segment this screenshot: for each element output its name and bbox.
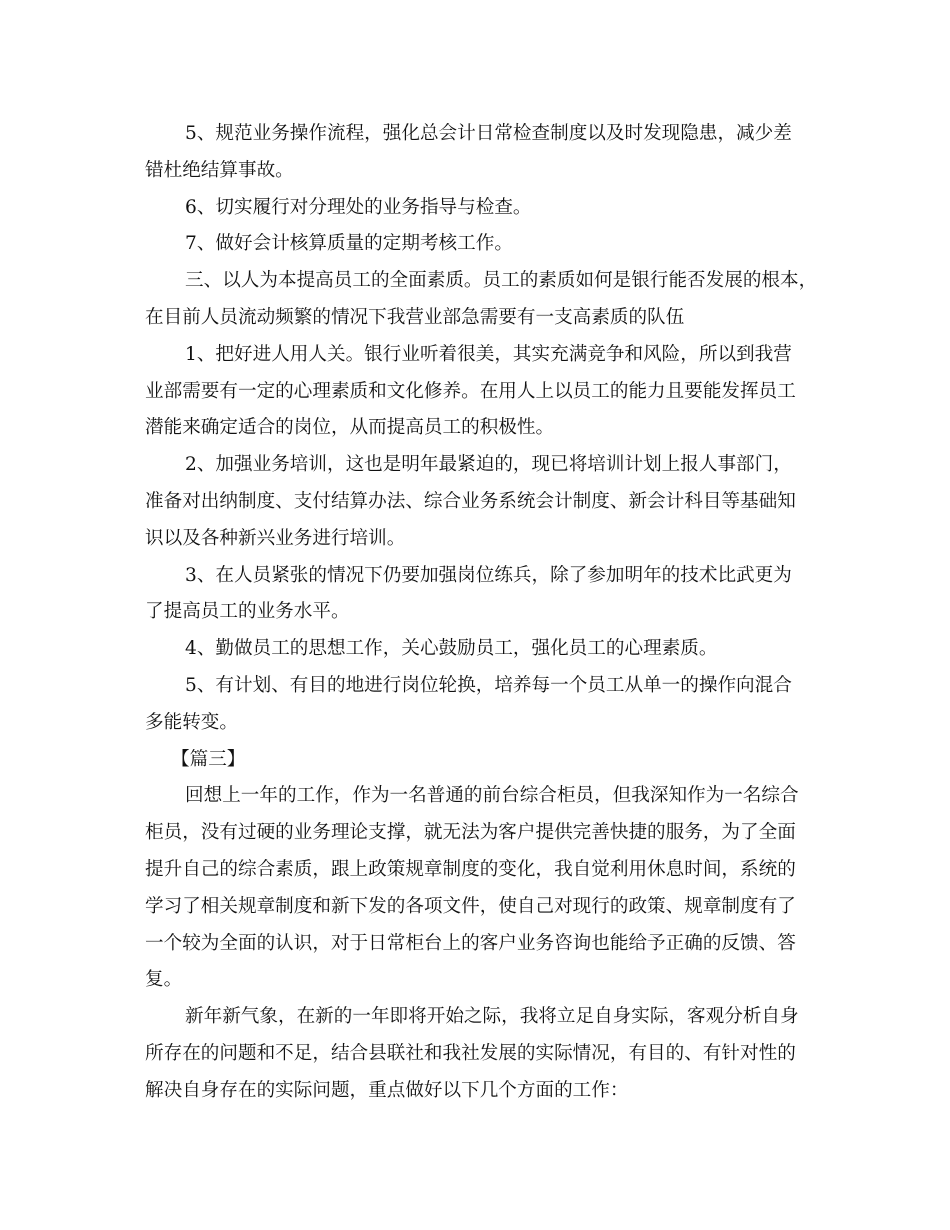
text-line: 提升自己的综合素质，跟上政策规章制度的变化，我自觉利用休息时间，系统的 — [145, 858, 796, 880]
text-line: 5、有计划、有目的地进行岗位轮换，培养每一个员工从单一的操作向混合 — [185, 674, 792, 696]
paragraph-staff-item-4 — [145, 631, 809, 668]
text-line: 解决自身存在的实际问题，重点做好以下几个方面的工作： — [145, 1079, 629, 1101]
text-line: 所存在的问题和不足，结合县联社和我社发展的实际情况，有目的、有针对性的 — [145, 1042, 796, 1064]
text-line: 业部需要有一定的心理素质和文化修养。在用人上以员工的能力且要能发挥员工 — [145, 380, 796, 402]
text-line: 错杜绝结算事故。 — [145, 159, 294, 181]
paragraph-accounting-item-6 — [145, 190, 809, 227]
text-line: 新年新气象，在新的一年即将开始之际，我将立足自身实际，客观分析自身 — [185, 1006, 799, 1028]
text-line: 7、做好会计核算质量的定期考核工作。 — [185, 233, 513, 255]
text-line: 4、勤做员工的思想工作，关心鼓励员工，强化员工的心理素质。 — [185, 638, 718, 660]
section-heading: 【篇三】 — [171, 748, 246, 770]
text-line: 多能转变。 — [145, 711, 238, 733]
text-line: 了提高员工的业务水平。 — [145, 601, 350, 623]
text-line: 柜员，没有过硬的业务理论支撑，就无法为客户提供完善快捷的服务，为了全面 — [145, 822, 796, 844]
paragraph-year-review — [145, 778, 809, 999]
text-line: 2、加强业务培训，这也是明年最紧迫的，现已将培训计划上报人事部门， — [185, 454, 792, 476]
paragraph-new-year-plan — [145, 999, 809, 1109]
paragraph-staff-item-1 — [145, 337, 809, 447]
text-line: 识以及各种新兴业务进行培训。 — [145, 527, 406, 549]
text-line: 5、规范业务操作流程，强化总会计日常检查制度以及时发现隐患，减少差 — [185, 123, 792, 144]
document-page — [145, 116, 818, 1110]
paragraph-accounting-item-5 — [145, 116, 809, 190]
text-line: 学习了相关规章制度和新下发的各项文件，使自己对现行的政策、规章制度有了 — [145, 895, 796, 917]
text-line: 1、把好进人用人关。银行业听着很美，其实充满竞争和风险，所以到我营 — [185, 343, 792, 365]
paragraph-staff-item-5 — [145, 668, 809, 742]
paragraph-staff-item-3 — [145, 558, 809, 632]
text-line: 在目前人员流动频繁的情况下我营业部急需要有一支高素质的队伍 — [145, 306, 685, 328]
text-line: 3、在人员紧张的情况下仍要加强岗位练兵，除了参加明年的技术比武更为 — [185, 564, 792, 586]
text-line: 潜能来确定适合的岗位，从而提高员工的积极性。 — [145, 417, 555, 439]
text-line: 三、以人为本提高员工的全面素质。员工的素质如何是银行能否发展的根本， — [185, 270, 818, 292]
text-line: 一个较为全面的认识，对于日常柜台上的客户业务咨询也能给予正确的反馈、答 — [145, 932, 796, 954]
text-line: 6、切实履行对分理处的业务指导与检查。 — [185, 196, 532, 218]
part-3-heading — [145, 742, 809, 779]
paragraph-section-3-heading — [145, 263, 818, 337]
text-line: 回想上一年的工作，作为一名普通的前台综合柜员，但我深知作为一名综合 — [185, 785, 799, 807]
paragraph-accounting-item-7 — [145, 226, 809, 263]
text-line: 准备对出纳制度、支付结算办法、综合业务系统会计制度、新会计科目等基础知 — [145, 490, 796, 512]
text-line: 复。 — [145, 969, 183, 991]
paragraph-staff-item-2 — [145, 447, 809, 557]
